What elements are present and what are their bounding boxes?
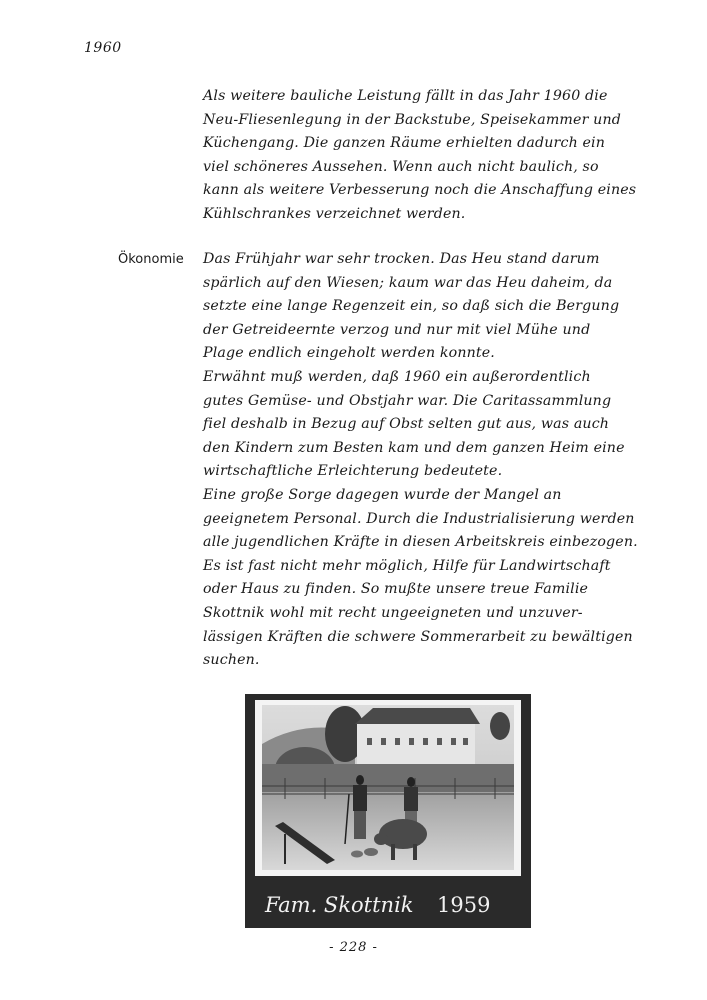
section-label-oekonomie: Ökonomie bbox=[118, 252, 184, 267]
text-line: alle jugendlichen Kräfte in diesen Arbeitskreis einbezogen. bbox=[203, 534, 638, 551]
text-line: lässigen Kräften die schwere Sommerarbeit zu bewältigen bbox=[203, 628, 633, 645]
text-line: Als weitere bauliche Leistung fällt in das Jahr 1960 die bbox=[203, 88, 608, 104]
family-photo bbox=[245, 694, 531, 928]
text-line: Kühlschrankes verzeichnet werden. bbox=[203, 205, 466, 222]
text-line: Erwähnt muß werden, daß 1960 ein außerordentlich bbox=[203, 368, 591, 385]
text-line: Plage endlich eingeholt werden konnte. bbox=[203, 345, 495, 362]
text-line: wirtschaftliche Erleichterung bedeutete. bbox=[203, 463, 503, 480]
text-line: Eine große Sorge dagegen wurde der Mangel an bbox=[203, 486, 562, 503]
photo-caption-year: 1959 bbox=[437, 893, 491, 917]
text-line: Das Frühjahr war sehr trocken. Das Heu stand darum bbox=[203, 251, 600, 267]
text-line: viel schöneres Aussehen. Wenn auch nicht baulich, so bbox=[203, 158, 599, 175]
paragraph-building bbox=[203, 85, 637, 227]
text-line: den Kindern zum Besten kam und dem ganzen Heim eine bbox=[203, 439, 625, 456]
text-line: kann als weitere Verbesserung noch die Anschaffung eines bbox=[203, 182, 637, 199]
text-line: fiel deshalb in Bezug auf Obst selten gut aus, was auch bbox=[203, 416, 610, 433]
page-number: - 228 - bbox=[329, 940, 378, 955]
text-line: spärlich auf den Wiesen; kaum war das Heu daheim, da bbox=[203, 274, 613, 291]
photo-caption: Fam. Skottnik bbox=[265, 893, 414, 917]
text-line: setzte eine lange Regenzeit ein, so daß sich die Bergung bbox=[203, 298, 620, 315]
text-line: Es ist fast nicht mehr möglich, Hilfe für Landwirtschaft bbox=[203, 557, 611, 574]
text-line: Skottnik wohl mit recht ungeeigneten und unzuver- bbox=[203, 604, 583, 621]
text-line: Küchengang. Die ganzen Räume erhielten dadurch ein bbox=[203, 135, 606, 152]
year-heading: 1960 bbox=[84, 40, 122, 56]
text-line: suchen. bbox=[203, 652, 260, 669]
text-line: oder Haus zu finden. So mußte unsere treue Familie bbox=[203, 581, 589, 598]
text-line: der Getreideernte verzog und nur mit viel Mühe und bbox=[203, 321, 591, 338]
text-line: geeignetem Personal. Durch die Industrialisierung werden bbox=[203, 510, 635, 527]
text-line: Neu-Fliesenlegung in der Backstube, Speisekammer und bbox=[203, 111, 621, 128]
text-line: gutes Gemüse- und Obstjahr war. Die Caritassammlung bbox=[203, 392, 612, 409]
paragraph-oekonomie bbox=[203, 248, 638, 673]
